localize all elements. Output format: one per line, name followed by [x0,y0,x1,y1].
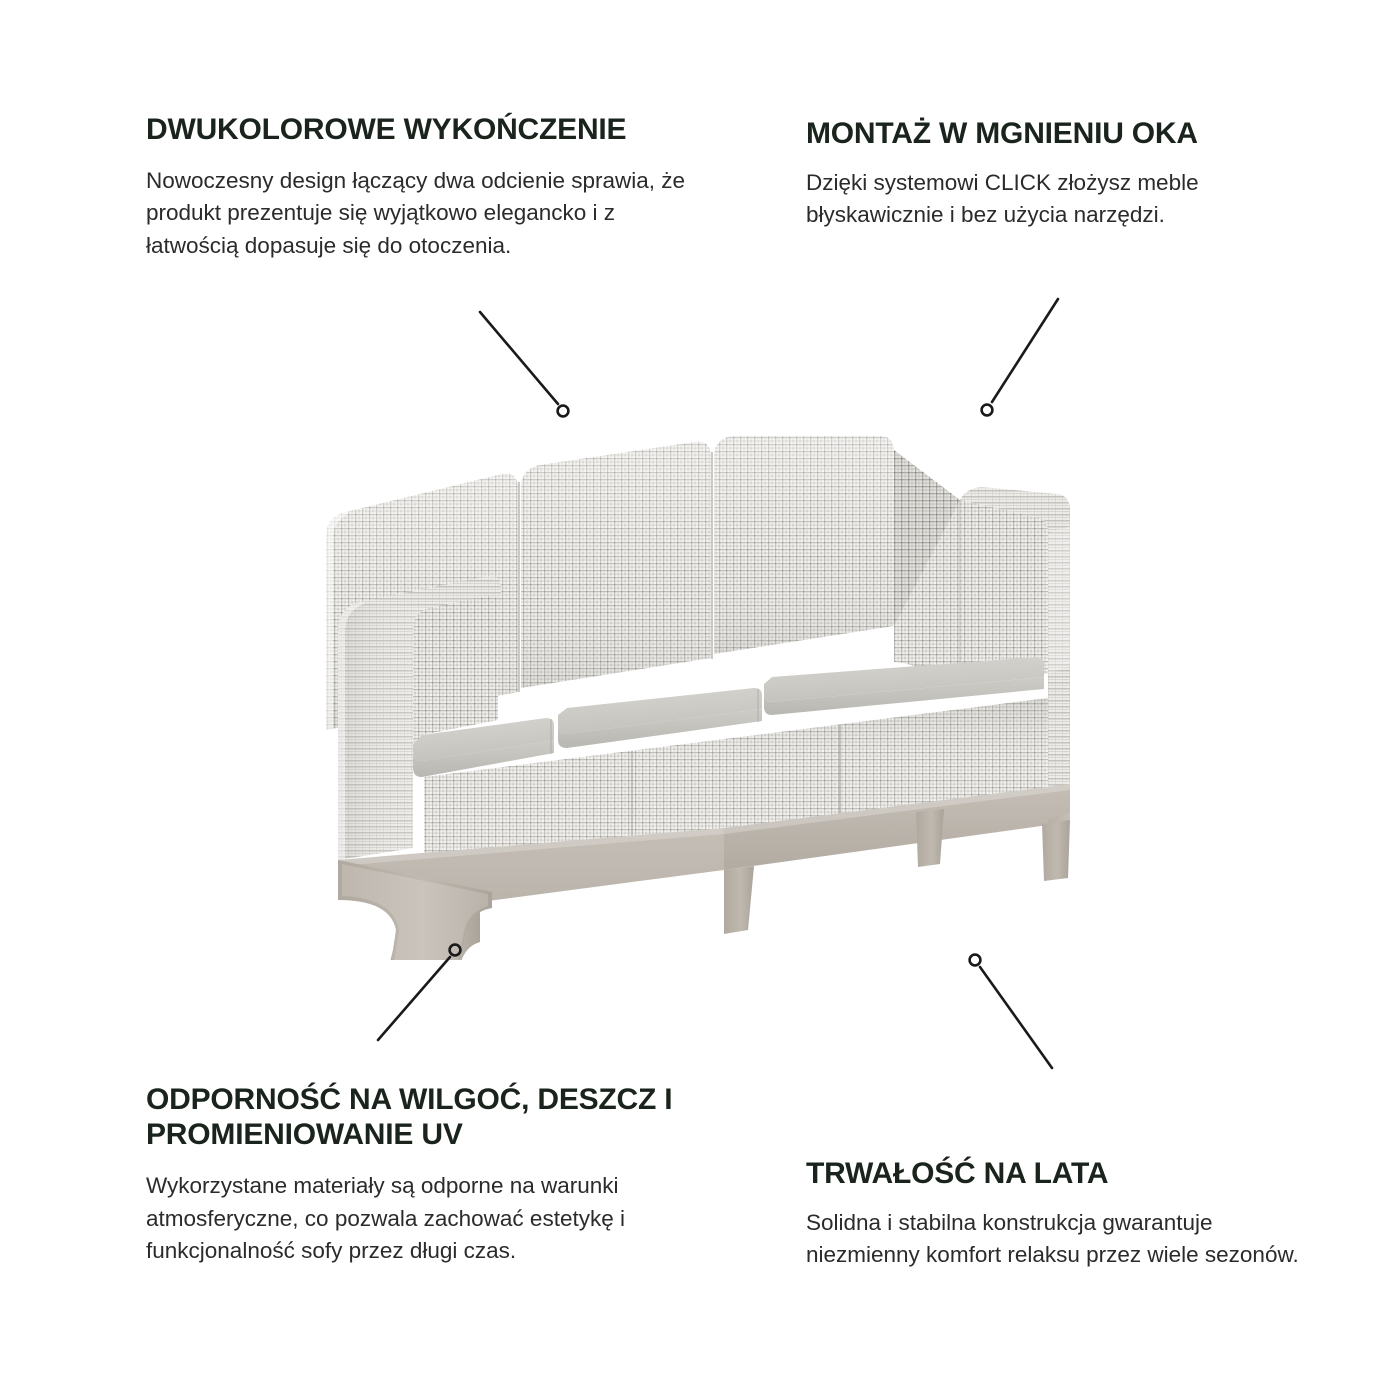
leader-endpoint-ring [982,405,993,416]
leader-line-bottom-right [970,955,1052,1068]
leader-line-top-right [982,299,1058,415]
feature-body-bottom-left: Wykorzystane materiały są odporne na warunki atmosferyczne, co pozwala zachować estetykę i funkcjonalność sofy przez długi czas. [146,1173,625,1263]
feature-heading-bottom-right: TRWAŁOŚĆ NA LATA [806,1157,1109,1190]
leg-rear-middle [916,809,944,867]
leg-middle [724,866,754,934]
back-cushion-3-shading [714,436,894,654]
leg-right [1042,820,1070,881]
leader-line-top-left [480,312,568,416]
feature-body-top-left: Nowoczesny design łączący dwa odcienie sprawia, że produkt prezentuje się wyjątkowo elegancko i z łatwością dopasuje się do otoczenia. [146,168,686,258]
feature-heading-top-right: MONTAŻ W MGNIENIU OKA [806,117,1198,150]
leader-endpoint-ring [558,406,569,417]
feature-heading-top-left: DWUKOLOROWE WYKOŃCZENIE [146,113,627,146]
feature-heading-bottom-left: ODPORNOŚĆ NA WILGOĆ, DESZCZ I PROMIENIOWANIE UV [146,1083,673,1152]
product-image [320,430,1200,960]
feature-body-bottom-right: Solidna i stabilna konstrukcja gwarantuje niezmienny komfort relaksu przez wiele sezonów. [806,1210,1299,1268]
feature-block-top-left [146,112,706,262]
feature-body-top-right: Dzięki systemowi CLICK złożysz meble błyskawicznie i bez użycia narzędzi. [806,170,1199,228]
left-arm-inner [413,596,498,744]
feature-block-bottom-left [146,1082,706,1267]
feature-block-bottom-right [806,1156,1316,1272]
back-cushion-2-shading [521,442,711,688]
sofa-illustration [320,430,1200,960]
feature-block-top-right [806,116,1316,232]
